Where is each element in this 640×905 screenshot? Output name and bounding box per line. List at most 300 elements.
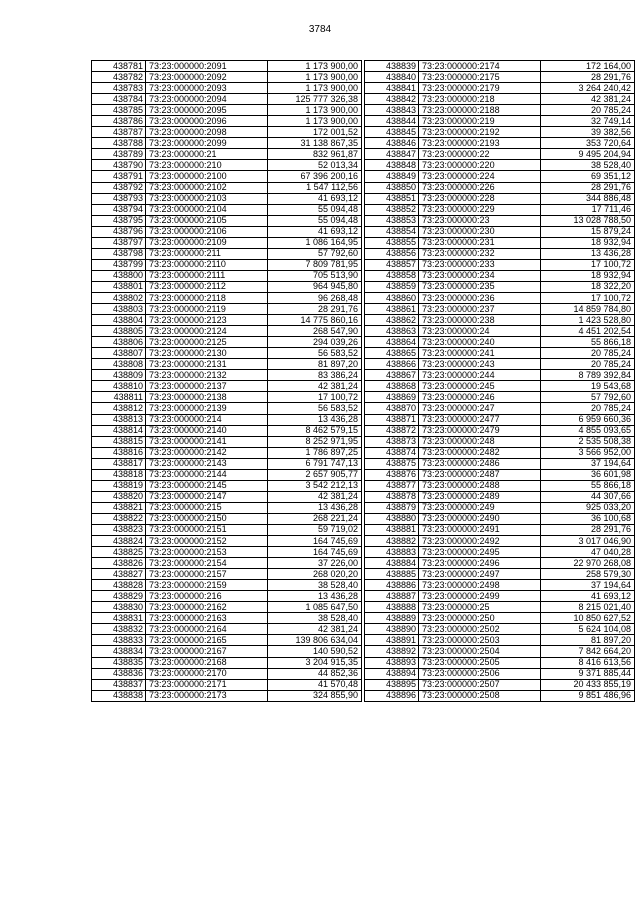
row-number: 438853 — [365, 215, 419, 226]
cadastral-value: 10 850 627,52 — [541, 613, 635, 624]
row-number: 438804 — [92, 315, 146, 326]
row-number: 438886 — [365, 580, 419, 591]
row-number: 438813 — [92, 414, 146, 425]
row-number: 438875 — [365, 458, 419, 469]
row-number: 438809 — [92, 370, 146, 381]
table-row — [92, 491, 362, 502]
cadastral-number: 73:23:000000:2506 — [419, 668, 541, 679]
cadastral-value: 7 809 781,95 — [268, 259, 362, 270]
table-row — [92, 425, 362, 436]
cadastral-number: 73:23:000000:2179 — [419, 83, 541, 94]
table-row — [92, 160, 362, 171]
row-number: 438878 — [365, 491, 419, 502]
cadastral-value: 36 100,68 — [541, 513, 635, 524]
cadastral-value: 55 866,18 — [541, 480, 635, 491]
table-row — [365, 193, 635, 204]
cadastral-value: 44 307,66 — [541, 491, 635, 502]
row-number: 438843 — [365, 105, 419, 116]
cadastral-value: 41 570,48 — [268, 679, 362, 690]
row-number: 438871 — [365, 414, 419, 425]
row-number: 438817 — [92, 458, 146, 469]
table-row — [365, 392, 635, 403]
row-number: 438819 — [92, 480, 146, 491]
row-number: 438838 — [92, 690, 146, 701]
row-number: 438873 — [365, 436, 419, 447]
table-row — [365, 226, 635, 237]
cadastral-value: 41 693,12 — [541, 591, 635, 602]
cadastral-number: 73:23:000000:2095 — [146, 105, 268, 116]
cadastral-value: 59 719,02 — [268, 524, 362, 535]
table-row — [365, 359, 635, 370]
cadastral-value: 1 173 900,00 — [268, 61, 362, 72]
cadastral-value: 1 423 528,80 — [541, 315, 635, 326]
row-number: 438784 — [92, 94, 146, 105]
table-row — [365, 204, 635, 215]
cadastral-value: 69 351,12 — [541, 171, 635, 182]
cadastral-number: 73:23:000000:2171 — [146, 679, 268, 690]
row-number: 438847 — [365, 149, 419, 160]
cadastral-number: 73:23:000000:2100 — [146, 171, 268, 182]
cadastral-number: 73:23:000000:2193 — [419, 138, 541, 149]
cadastral-number: 73:23:000000:2138 — [146, 392, 268, 403]
table-row — [92, 215, 362, 226]
table-row — [92, 690, 362, 701]
table-row — [92, 657, 362, 668]
table-row — [92, 270, 362, 281]
cadastral-value: 17 100,72 — [268, 392, 362, 403]
cadastral-value: 832 961,87 — [268, 149, 362, 160]
table-row — [365, 304, 635, 315]
table-row — [365, 72, 635, 83]
table-row — [365, 337, 635, 348]
cadastral-value: 37 194,64 — [541, 580, 635, 591]
cadastral-value: 268 221,24 — [268, 513, 362, 524]
cadastral-number: 73:23:000000:2099 — [146, 138, 268, 149]
row-number: 438861 — [365, 304, 419, 315]
cadastral-value: 55 866,18 — [541, 337, 635, 348]
table-row — [92, 94, 362, 105]
table-row — [365, 83, 635, 94]
table-row — [365, 569, 635, 580]
row-number: 438796 — [92, 226, 146, 237]
row-number: 438882 — [365, 536, 419, 547]
cadastral-number: 73:23:000000:2482 — [419, 447, 541, 458]
register-table-right — [364, 60, 635, 702]
cadastral-number: 73:23:000000:230 — [419, 226, 541, 237]
row-number: 438858 — [365, 270, 419, 281]
row-number: 438807 — [92, 348, 146, 359]
row-number: 438816 — [92, 447, 146, 458]
cadastral-number: 73:23:000000:249 — [419, 502, 541, 513]
table-row — [365, 469, 635, 480]
cadastral-value: 1 173 900,00 — [268, 72, 362, 83]
table-row — [365, 547, 635, 558]
cadastral-value: 1 173 900,00 — [268, 116, 362, 127]
cadastral-value: 8 416 613,56 — [541, 657, 635, 668]
table-row — [92, 381, 362, 392]
row-number: 438794 — [92, 204, 146, 215]
table-row — [92, 127, 362, 138]
cadastral-value: 56 583,52 — [268, 348, 362, 359]
cadastral-value: 9 495 204,94 — [541, 149, 635, 160]
row-number: 438874 — [365, 447, 419, 458]
cadastral-value: 268 020,20 — [268, 569, 362, 580]
cadastral-number: 73:23:000000:2140 — [146, 425, 268, 436]
table-row — [365, 425, 635, 436]
cadastral-number: 73:23:000000:2130 — [146, 348, 268, 359]
cadastral-number: 73:23:000000:247 — [419, 403, 541, 414]
table-row — [365, 613, 635, 624]
row-number: 438880 — [365, 513, 419, 524]
row-number: 438829 — [92, 591, 146, 602]
table-row — [92, 558, 362, 569]
row-number: 438892 — [365, 646, 419, 657]
row-number: 438802 — [92, 292, 146, 303]
row-number: 438893 — [365, 657, 419, 668]
cadastral-value: 52 013,34 — [268, 160, 362, 171]
table-row — [365, 591, 635, 602]
table-row — [92, 502, 362, 513]
cadastral-number: 73:23:000000:2162 — [146, 602, 268, 613]
table-row — [365, 447, 635, 458]
row-number: 438860 — [365, 292, 419, 303]
cadastral-number: 73:23:000000:2508 — [419, 690, 541, 701]
row-number: 438818 — [92, 469, 146, 480]
cadastral-number: 73:23:000000:2504 — [419, 646, 541, 657]
cadastral-value: 32 749,14 — [541, 116, 635, 127]
cadastral-number: 73:23:000000:2112 — [146, 281, 268, 292]
table-row — [365, 414, 635, 425]
table-row — [92, 304, 362, 315]
row-number: 438783 — [92, 83, 146, 94]
row-number: 438798 — [92, 248, 146, 259]
cadastral-number: 73:23:000000:250 — [419, 613, 541, 624]
table-row — [365, 237, 635, 248]
table-row — [365, 149, 635, 160]
table-row — [365, 491, 635, 502]
cadastral-number: 73:23:000000:2487 — [419, 469, 541, 480]
cadastral-value: 44 852,36 — [268, 668, 362, 679]
cadastral-value: 4 855 093,65 — [541, 425, 635, 436]
row-number: 438786 — [92, 116, 146, 127]
cadastral-value: 22 970 268,08 — [541, 558, 635, 569]
table-row — [92, 337, 362, 348]
table-row — [92, 315, 362, 326]
cadastral-value: 164 745,69 — [268, 536, 362, 547]
cadastral-value: 37 194,64 — [541, 458, 635, 469]
page-number: 3784 — [308, 24, 332, 35]
row-number: 438837 — [92, 679, 146, 690]
table-row — [365, 635, 635, 646]
cadastral-number: 73:23:000000:216 — [146, 591, 268, 602]
cadastral-value: 1 085 647,50 — [268, 602, 362, 613]
table-row — [92, 580, 362, 591]
row-number: 438839 — [365, 61, 419, 72]
row-number: 438887 — [365, 591, 419, 602]
table-row — [92, 447, 362, 458]
cadastral-number: 73:23:000000:2188 — [419, 105, 541, 116]
table-row — [365, 116, 635, 127]
row-number: 438801 — [92, 281, 146, 292]
cadastral-value: 5 624 104,08 — [541, 624, 635, 635]
cadastral-value: 294 039,26 — [268, 337, 362, 348]
cadastral-value: 1 786 897,25 — [268, 447, 362, 458]
table-row — [92, 635, 362, 646]
cadastral-number: 73:23:000000:215 — [146, 502, 268, 513]
table-row — [365, 259, 635, 270]
cadastral-value: 1 086 164,95 — [268, 237, 362, 248]
table-row — [365, 657, 635, 668]
table-row — [92, 524, 362, 535]
cadastral-value: 164 745,69 — [268, 547, 362, 558]
cadastral-value: 81 897,20 — [541, 635, 635, 646]
cadastral-number: 73:23:000000:246 — [419, 392, 541, 403]
cadastral-number: 73:23:000000:21 — [146, 149, 268, 160]
row-number: 438879 — [365, 502, 419, 513]
row-number: 438845 — [365, 127, 419, 138]
table-row — [92, 679, 362, 690]
cadastral-number: 73:23:000000:2104 — [146, 204, 268, 215]
cadastral-value: 9 371 885,44 — [541, 668, 635, 679]
cadastral-number: 73:23:000000:237 — [419, 304, 541, 315]
row-number: 438791 — [92, 171, 146, 182]
cadastral-value: 67 396 200,16 — [268, 171, 362, 182]
row-number: 438842 — [365, 94, 419, 105]
cadastral-value: 57 792,60 — [268, 248, 362, 259]
table-row — [92, 193, 362, 204]
row-number: 438825 — [92, 547, 146, 558]
cadastral-number: 73:23:000000:2153 — [146, 547, 268, 558]
cadastral-number: 73:23:000000:2144 — [146, 469, 268, 480]
table-row — [365, 127, 635, 138]
cadastral-number: 73:23:000000:2174 — [419, 61, 541, 72]
cadastral-number: 73:23:000000:2131 — [146, 359, 268, 370]
row-number: 438852 — [365, 204, 419, 215]
cadastral-number: 73:23:000000:219 — [419, 116, 541, 127]
row-number: 438812 — [92, 403, 146, 414]
cadastral-value: 140 590,52 — [268, 646, 362, 657]
row-number: 438864 — [365, 337, 419, 348]
cadastral-value: 344 886,48 — [541, 193, 635, 204]
cadastral-number: 73:23:000000:2173 — [146, 690, 268, 701]
table-row — [92, 116, 362, 127]
row-number: 438797 — [92, 237, 146, 248]
row-number: 438814 — [92, 425, 146, 436]
cadastral-value: 42 381,24 — [541, 94, 635, 105]
cadastral-value: 705 513,90 — [268, 270, 362, 281]
cadastral-value: 56 583,52 — [268, 403, 362, 414]
row-number: 438808 — [92, 359, 146, 370]
table-row — [92, 83, 362, 94]
row-number: 438799 — [92, 259, 146, 270]
cadastral-number: 73:23:000000:2132 — [146, 370, 268, 381]
cadastral-number: 73:23:000000:2137 — [146, 381, 268, 392]
cadastral-value: 925 033,20 — [541, 502, 635, 513]
row-number: 438827 — [92, 569, 146, 580]
table-row — [365, 646, 635, 657]
table-row — [365, 326, 635, 337]
cadastral-value: 8 789 392,84 — [541, 370, 635, 381]
cadastral-value: 28 291,76 — [541, 72, 635, 83]
cadastral-number: 73:23:000000:233 — [419, 259, 541, 270]
table-row — [92, 547, 362, 558]
table-row — [365, 348, 635, 359]
cadastral-number: 73:23:000000:234 — [419, 270, 541, 281]
row-number: 438854 — [365, 226, 419, 237]
table-row — [92, 536, 362, 547]
row-number: 438896 — [365, 690, 419, 701]
table-row — [92, 436, 362, 447]
row-number: 438844 — [365, 116, 419, 127]
row-number: 438872 — [365, 425, 419, 436]
cadastral-number: 73:23:000000:2170 — [146, 668, 268, 679]
row-number: 438795 — [92, 215, 146, 226]
cadastral-number: 73:23:000000:229 — [419, 204, 541, 215]
row-number: 438848 — [365, 160, 419, 171]
cadastral-value: 8 252 971,95 — [268, 436, 362, 447]
row-number: 438870 — [365, 403, 419, 414]
cadastral-number: 73:23:000000:2139 — [146, 403, 268, 414]
cadastral-number: 73:23:000000:2503 — [419, 635, 541, 646]
row-number: 438867 — [365, 370, 419, 381]
cadastral-number: 73:23:000000:2497 — [419, 569, 541, 580]
table-row — [92, 458, 362, 469]
cadastral-value: 20 785,24 — [541, 359, 635, 370]
cadastral-number: 73:23:000000:2125 — [146, 337, 268, 348]
cadastral-number: 73:23:000000:245 — [419, 381, 541, 392]
row-number: 438851 — [365, 193, 419, 204]
table-row — [365, 679, 635, 690]
cadastral-number: 73:23:000000:244 — [419, 370, 541, 381]
cadastral-value: 964 945,80 — [268, 281, 362, 292]
table-row — [92, 326, 362, 337]
cadastral-value: 17 100,72 — [541, 259, 635, 270]
cadastral-number: 73:23:000000:2150 — [146, 513, 268, 524]
cadastral-value: 36 601,98 — [541, 469, 635, 480]
cadastral-value: 3 542 212,13 — [268, 480, 362, 491]
row-number: 438876 — [365, 469, 419, 480]
row-number: 438806 — [92, 337, 146, 348]
cadastral-value: 2 535 508,38 — [541, 436, 635, 447]
row-number: 438868 — [365, 381, 419, 392]
row-number: 438833 — [92, 635, 146, 646]
row-number: 438884 — [365, 558, 419, 569]
cadastral-number: 73:23:000000:2490 — [419, 513, 541, 524]
table-row — [92, 61, 362, 72]
table-row — [92, 569, 362, 580]
cadastral-value: 39 382,56 — [541, 127, 635, 138]
cadastral-number: 73:23:000000:2106 — [146, 226, 268, 237]
cadastral-value: 13 436,28 — [541, 248, 635, 259]
cadastral-number: 73:23:000000:218 — [419, 94, 541, 105]
cadastral-number: 73:23:000000:25 — [419, 602, 541, 613]
cadastral-value: 55 094,48 — [268, 215, 362, 226]
row-number: 438855 — [365, 237, 419, 248]
cadastral-number: 73:23:000000:2163 — [146, 613, 268, 624]
cadastral-number: 73:23:000000:2495 — [419, 547, 541, 558]
row-number: 438811 — [92, 392, 146, 403]
cadastral-value: 125 777 326,38 — [268, 94, 362, 105]
cadastral-number: 73:23:000000:2502 — [419, 624, 541, 635]
cadastral-number: 73:23:000000:22 — [419, 149, 541, 160]
table-row — [92, 237, 362, 248]
row-number: 438790 — [92, 160, 146, 171]
table-row — [92, 72, 362, 83]
table-row — [365, 315, 635, 326]
table-row — [92, 414, 362, 425]
cadastral-number: 73:23:000000:232 — [419, 248, 541, 259]
table-row — [365, 480, 635, 491]
cadastral-number: 73:23:000000:241 — [419, 348, 541, 359]
row-number: 438856 — [365, 248, 419, 259]
cadastral-number: 73:23:000000:2486 — [419, 458, 541, 469]
cadastral-number: 73:23:000000:2498 — [419, 580, 541, 591]
table-row — [365, 182, 635, 193]
table-row — [365, 502, 635, 513]
table-row — [365, 458, 635, 469]
cadastral-value: 13 028 788,50 — [541, 215, 635, 226]
cadastral-number: 73:23:000000:2094 — [146, 94, 268, 105]
table-row — [92, 469, 362, 480]
cadastral-value: 57 792,60 — [541, 392, 635, 403]
cadastral-value: 38 528,40 — [268, 580, 362, 591]
cadastral-value: 13 436,28 — [268, 414, 362, 425]
cadastral-value: 8 215 021,40 — [541, 602, 635, 613]
table-row — [92, 204, 362, 215]
cadastral-number: 73:23:000000:2479 — [419, 425, 541, 436]
cadastral-value: 2 657 905,77 — [268, 469, 362, 480]
row-number: 438834 — [92, 646, 146, 657]
cadastral-value: 17 100,72 — [541, 292, 635, 303]
cadastral-value: 18 932,94 — [541, 237, 635, 248]
cadastral-number: 73:23:000000:2118 — [146, 292, 268, 303]
cadastral-number: 73:23:000000:2488 — [419, 480, 541, 491]
cadastral-value: 42 381,24 — [268, 381, 362, 392]
row-number: 438792 — [92, 182, 146, 193]
cadastral-value: 14 859 784,80 — [541, 304, 635, 315]
cadastral-value: 1 173 900,00 — [268, 105, 362, 116]
cadastral-number: 73:23:000000:231 — [419, 237, 541, 248]
cadastral-value: 4 451 202,54 — [541, 326, 635, 337]
cadastral-value: 353 720,64 — [541, 138, 635, 149]
row-number: 438782 — [92, 72, 146, 83]
cadastral-value: 13 436,28 — [268, 591, 362, 602]
row-number: 438805 — [92, 326, 146, 337]
table-row — [92, 259, 362, 270]
row-number: 438815 — [92, 436, 146, 447]
cadastral-number: 73:23:000000:2489 — [419, 491, 541, 502]
cadastral-value: 258 579,30 — [541, 569, 635, 580]
cadastral-number: 73:23:000000:2507 — [419, 679, 541, 690]
row-number: 438894 — [365, 668, 419, 679]
cadastral-number: 73:23:000000:2499 — [419, 591, 541, 602]
cadastral-number: 73:23:000000:2151 — [146, 524, 268, 535]
row-number: 438883 — [365, 547, 419, 558]
cadastral-value: 3 204 915,35 — [268, 657, 362, 668]
row-number: 438877 — [365, 480, 419, 491]
cadastral-number: 73:23:000000:226 — [419, 182, 541, 193]
row-number: 438889 — [365, 613, 419, 624]
cadastral-value: 6 959 660,36 — [541, 414, 635, 425]
table-row — [365, 381, 635, 392]
table-row — [365, 403, 635, 414]
row-number: 438800 — [92, 270, 146, 281]
table-row — [365, 215, 635, 226]
row-number: 438881 — [365, 524, 419, 535]
cadastral-value: 41 693,12 — [268, 193, 362, 204]
cadastral-number: 73:23:000000:2154 — [146, 558, 268, 569]
table-row — [92, 613, 362, 624]
